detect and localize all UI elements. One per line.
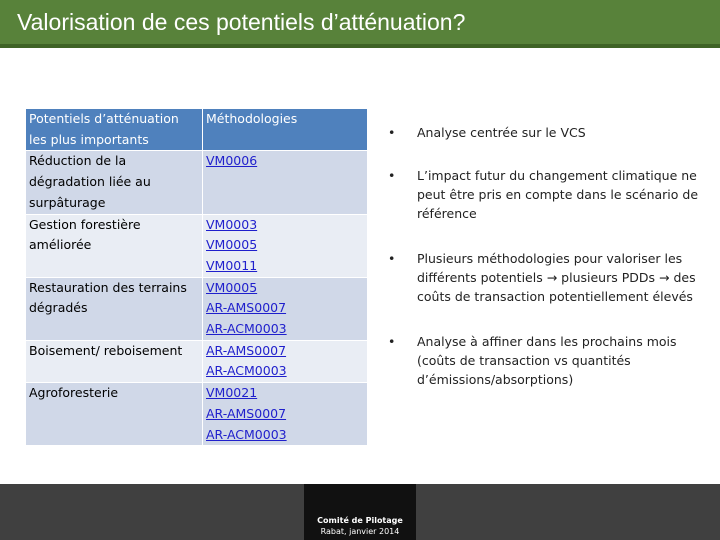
table-header-row <box>26 109 368 151</box>
row-label: Réduction de la dégradation liée au surpâturage <box>26 151 203 214</box>
methodology-link[interactable]: AR-ACM0003 <box>206 363 287 379</box>
row-methods <box>203 151 368 214</box>
methodology-link[interactable]: VM0021 <box>206 385 258 401</box>
methodology-link[interactable]: VM0003 <box>206 216 258 232</box>
bullet-item <box>388 166 708 223</box>
bullet-text: Analyse à affiner dans les prochains mois (coûts de transaction vs quantités d’émissions/absorptions) <box>417 334 677 387</box>
arrow-right-icon: → <box>546 270 558 285</box>
footer-bar <box>0 484 720 540</box>
footer-label-box <box>304 484 416 540</box>
bullet-item <box>388 123 708 142</box>
bullet-text: L’impact futur du changement climatique ne peut être pris en compte dans le scénario de référence <box>417 168 699 221</box>
row-label: Restauration des terrains dégradés <box>26 277 203 340</box>
methodology-link[interactable]: VM0011 <box>206 257 258 273</box>
row-label: Gestion forestière améliorée <box>26 214 203 277</box>
methodology-link[interactable]: VM0005 <box>206 279 258 295</box>
header-methodologies: Méthodologies <box>203 109 368 151</box>
row-label: Boisement/ reboisement <box>26 340 203 382</box>
table-row <box>26 340 368 382</box>
methodology-table <box>25 108 368 446</box>
row-methods <box>203 277 368 340</box>
methodology-link[interactable]: AR-ACM0003 <box>206 321 287 337</box>
methodology-link[interactable]: AR-AMS0007 <box>206 405 287 421</box>
arrow-right-icon: → <box>659 270 670 285</box>
title-bar-accent <box>0 44 720 48</box>
methodology-link[interactable]: AR-AMS0007 <box>206 342 287 358</box>
bullet-marker: • <box>388 168 396 183</box>
title-bar <box>0 0 720 48</box>
slide-title: Valorisation de ces potentiels d’atténuation? <box>17 9 466 35</box>
methodology-link[interactable]: VM0005 <box>206 237 258 253</box>
bullet-item <box>388 332 708 389</box>
bullet-list <box>388 123 708 389</box>
table-row <box>26 383 368 446</box>
bullet-marker: • <box>388 334 396 349</box>
bullet-text-end: des coûts de transaction potentiellement élevés <box>417 270 696 304</box>
row-methods <box>203 383 368 446</box>
methodology-link[interactable]: AR-AMS0007 <box>206 300 287 316</box>
table-row <box>26 151 368 214</box>
row-methods <box>203 340 368 382</box>
methodology-link[interactable]: AR-ACM0003 <box>206 426 287 442</box>
header-potentials: Potentiels d’atténuation les plus importants <box>26 109 203 151</box>
footer-place-date: Rabat, janvier 2014 <box>320 527 400 536</box>
methodology-link[interactable]: VM0006 <box>206 153 258 169</box>
table-row <box>26 214 368 277</box>
row-methods <box>203 214 368 277</box>
bullet-text: Analyse centrée sur le VCS <box>417 125 586 140</box>
bullet-marker: • <box>388 125 396 140</box>
row-label: Agroforesterie <box>26 383 203 446</box>
table-row <box>26 277 368 340</box>
bullet-text-start: Plusieurs méthodologies pour valoriser les différents potentiels <box>417 251 683 285</box>
bullet-marker: • <box>388 251 396 266</box>
bullet-item <box>388 249 708 306</box>
bullet-text-middle: plusieurs PDDs <box>557 270 659 285</box>
footer-event: Comité de Pilotage <box>317 516 403 525</box>
